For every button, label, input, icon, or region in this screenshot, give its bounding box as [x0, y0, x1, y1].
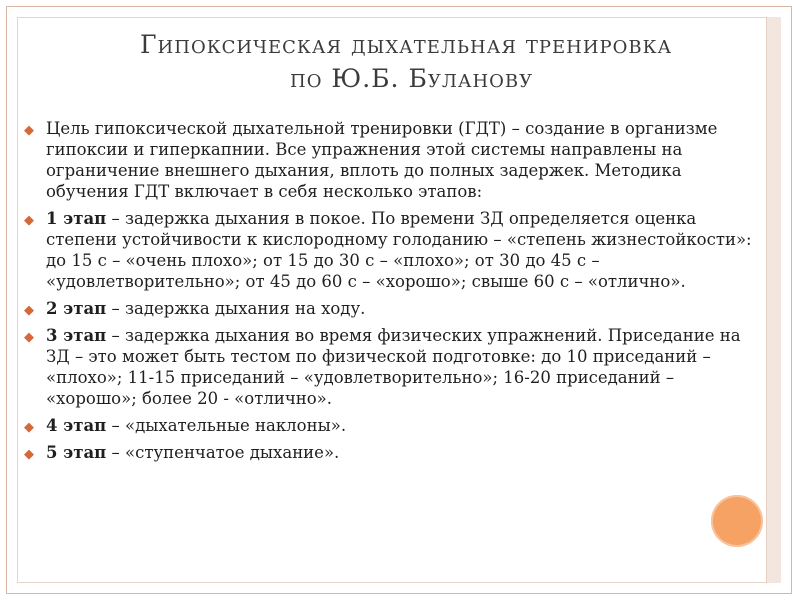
diamond-bullet-icon: ◆ — [24, 330, 34, 345]
bullet-item-stage-4 — [22, 415, 762, 436]
slide-title — [140, 28, 740, 96]
stage-label: 4 этап — [46, 416, 107, 435]
diamond-bullet-icon: ◆ — [24, 420, 34, 435]
title-line-2: по Ю.Б. Буланову — [290, 64, 534, 93]
bullet-item-stage-2 — [22, 298, 762, 319]
diamond-bullet-icon: ◆ — [24, 447, 34, 462]
stage-label: 1 этап — [46, 209, 107, 228]
bullet-item-stage-5 — [22, 442, 762, 463]
bullet-text: – «ступенчатое дыхание». — [106, 443, 340, 462]
stage-label: 2 этап — [46, 299, 107, 318]
stage-label: 3 этап — [46, 326, 107, 345]
diamond-bullet-icon: ◆ — [24, 123, 34, 138]
stage-label: 5 этап — [46, 443, 107, 462]
bullet-list — [22, 118, 762, 469]
bullet-text: – задержка дыхания во время физических упражнений. Приседание на ЗД – это может быть тестом по физической подготовке: до 10 приседаний – «плохо»; 11-15 приседаний – «удовлетворительно»; 16-20 приседаний – «хорошо»; более 20 - «отлично». — [46, 326, 741, 408]
diamond-bullet-icon: ◆ — [24, 303, 34, 318]
bullet-item-stage-1 — [22, 208, 762, 292]
bullet-item-intro — [22, 118, 762, 202]
decorative-right-stripe — [766, 17, 781, 583]
bullet-item-stage-3 — [22, 325, 762, 409]
bullet-text: – задержка дыхания в покое. По времени ЗД определяется оценка степени устойчивости к кислородному голоданию – «степень жизнестойкости»: до 15 с – «очень плохо»; от 15 до 30 с – «плохо»; от 30 до 45 с – «удовлетворительно»; от 45 до 60 с – «хорошо»; свыше 60 с – «отлично». — [46, 209, 752, 291]
title-line-1: Гипоксическая дыхательная тренировка — [140, 30, 673, 59]
bullet-text: – задержка дыхания на ходу. — [106, 299, 366, 318]
decorative-orange-circle — [711, 495, 763, 547]
diamond-bullet-icon: ◆ — [24, 213, 34, 228]
bullet-text: Цель гипоксической дыхательной тренировки (ГДТ) – создание в организме гипоксии и гиперкапнии. Все упражнения этой системы направлены на ограничение внешнего дыхания, вплоть до полных задержек. Методика обучения ГДТ включает в себя несколько этапов: — [46, 119, 718, 201]
bullet-text: – «дыхательные наклоны». — [106, 416, 347, 435]
